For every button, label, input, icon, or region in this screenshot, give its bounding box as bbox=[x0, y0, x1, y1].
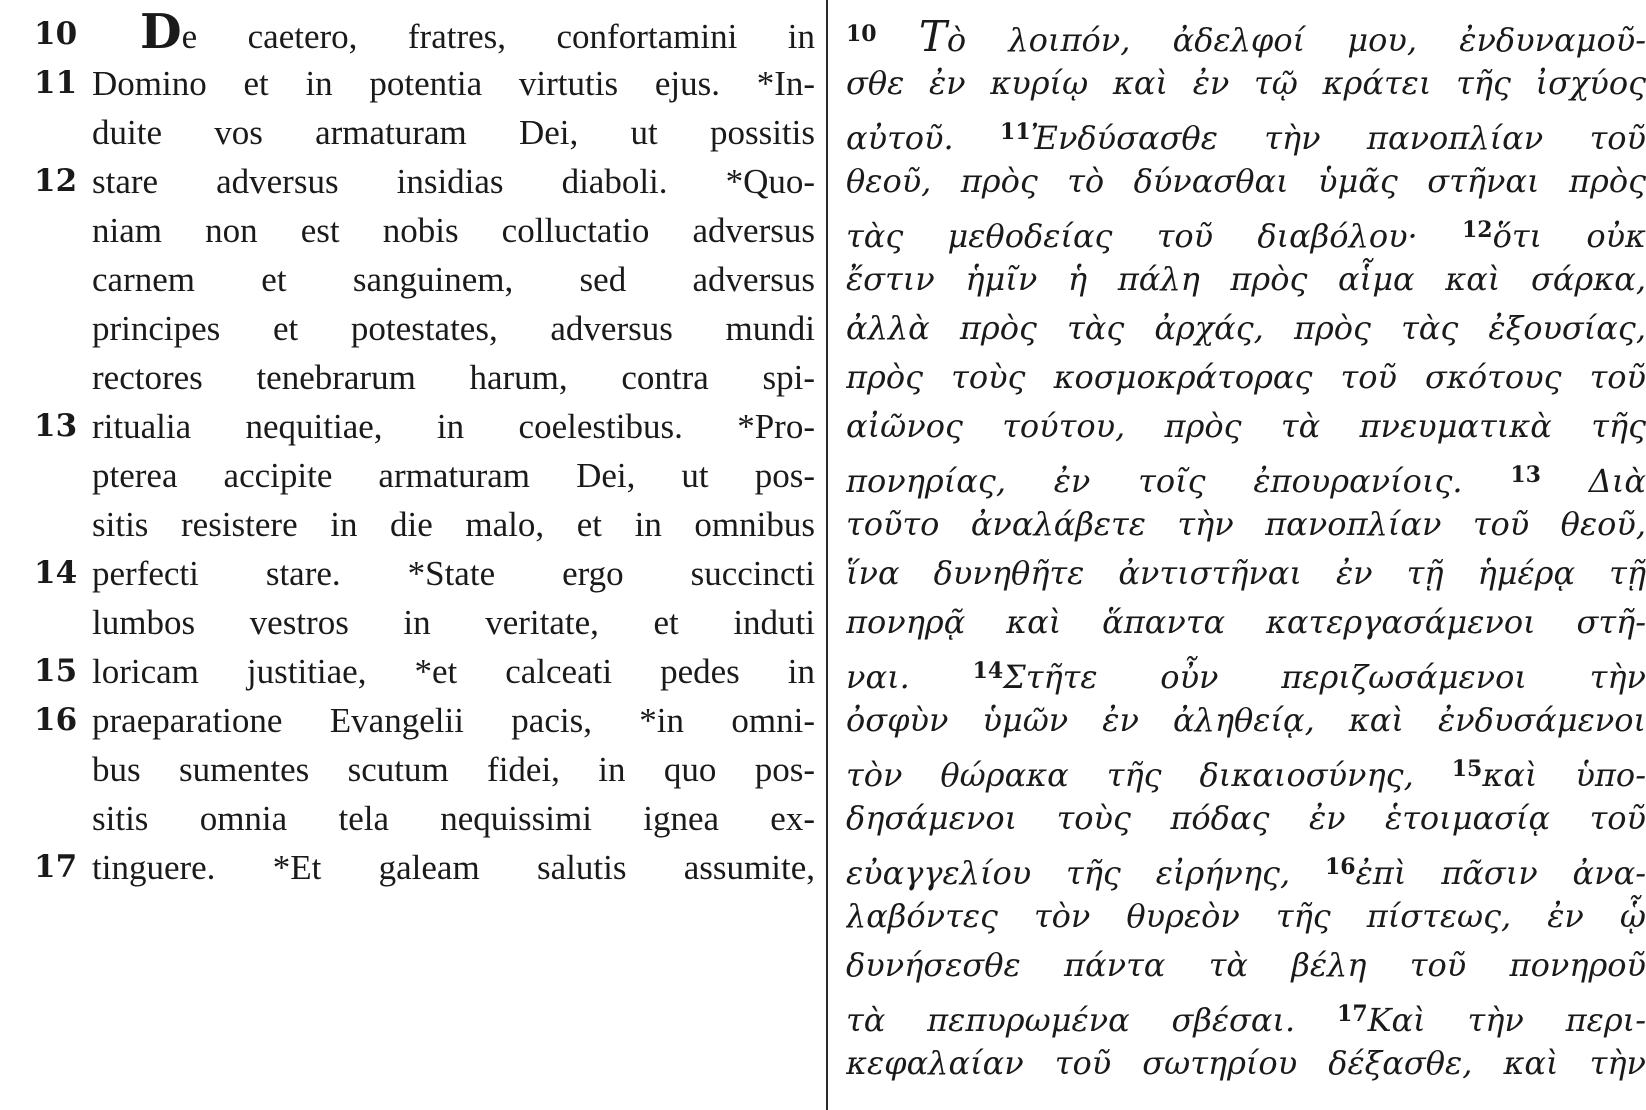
latin-line bbox=[0, 4, 815, 60]
greek-line-text: τοῦτο ἀναλάβετε τὴν πανοπλίαν τοῦ θεοῦ, bbox=[846, 505, 1646, 543]
greek-line bbox=[846, 745, 1646, 794]
latin-line bbox=[0, 157, 815, 206]
greek-line-text: πρὸς τοὺς κοσμοκράτορας τοῦ σκότους τοῦ bbox=[846, 358, 1646, 396]
verse-number: 12 bbox=[1461, 217, 1493, 243]
latin-line-text: bus sumentes scutum fidei, in quo pos- bbox=[92, 750, 815, 789]
latin-line-text: principes et potestates, adversus mundi bbox=[92, 309, 815, 348]
greek-line-text: εὐαγγελίου τῆς εἰρήνης, $^{16}$ἐπὶ πᾶσιν ἀνα- bbox=[846, 854, 1646, 892]
latin-line bbox=[0, 647, 815, 696]
latin-line-text: De caetero, fratres, confortamini in bbox=[140, 4, 815, 60]
latin-line-text: stare adversus insidias diaboli. *Quo- bbox=[92, 162, 815, 201]
greek-line bbox=[846, 843, 1646, 892]
column-divider bbox=[826, 0, 828, 1110]
latin-line-text: sitis resistere in die malo, et in omnibus bbox=[92, 505, 815, 544]
greek-line-text: αἰῶνος τούτου, πρὸς τὰ πνευματικὰ τῆς bbox=[846, 407, 1646, 445]
latin-line-text: loricam justitiae, *et calceati pedes in bbox=[92, 652, 815, 691]
verse-number: 15 bbox=[1451, 756, 1483, 782]
latin-line-text: duite vos armaturam Dei, ut possitis bbox=[92, 113, 815, 152]
latin-line-text: tinguere. *Et galeam salutis assumite, bbox=[92, 848, 815, 887]
latin-line bbox=[0, 843, 815, 892]
latin-line bbox=[0, 108, 815, 157]
verse-number: 13 bbox=[34, 408, 78, 444]
greek-line-text: ἵνα δυνηθῆτε ἀντιστῆναι ἐν τῇ ἡμέρᾳ τῇ bbox=[846, 554, 1646, 592]
latin-line-text: perfecti stare. *State ergo succincti bbox=[92, 554, 815, 593]
greek-line-text: ναι. $^{14}$Στῆτε οὖν περιζωσάμενοι τὴν bbox=[846, 658, 1646, 696]
latin-line-text: sitis omnia tela nequissimi ignea ex- bbox=[92, 799, 815, 838]
greek-line-text: ἀλλὰ πρὸς τὰς ἀρχάς, πρὸς τὰς ἐξουσίας, bbox=[846, 309, 1646, 347]
latin-column bbox=[0, 4, 815, 892]
latin-line bbox=[0, 255, 815, 304]
greek-line-text: $^{10}$ Τὸ λοιπόν, ἀδελφοί μου, ἐνδυναμοῦ- bbox=[846, 12, 1646, 61]
greek-line bbox=[846, 353, 1646, 402]
latin-line bbox=[0, 206, 815, 255]
greek-line-text: λαβόντες τὸν θυρεὸν τῆς πίστεως, ἐν ᾧ bbox=[846, 897, 1646, 935]
initial-letter: Τ bbox=[918, 12, 947, 61]
verse-number: 11 bbox=[1000, 119, 1031, 145]
greek-line bbox=[846, 255, 1646, 304]
greek-line-text: αὐτοῦ. $^{11}$Ἐνδύσασθε τὴν πανοπλίαν τοῦ bbox=[846, 119, 1646, 157]
greek-line bbox=[846, 549, 1646, 598]
verse-number: 10 bbox=[846, 21, 877, 47]
latin-line bbox=[0, 696, 815, 745]
verse-number: 14 bbox=[34, 555, 78, 591]
greek-line bbox=[846, 108, 1646, 157]
greek-line bbox=[846, 647, 1646, 696]
greek-line bbox=[846, 59, 1646, 108]
greek-line bbox=[846, 941, 1646, 990]
verse-number: 11 bbox=[34, 65, 78, 101]
latin-line bbox=[0, 598, 815, 647]
latin-line-text: praeparatione Evangelii pacis, *in omni- bbox=[92, 701, 815, 740]
greek-line bbox=[846, 304, 1646, 353]
greek-line-text: τὰς μεθοδείας τοῦ διαβόλου· $^{12}$ὅτι οὐκ bbox=[846, 217, 1646, 255]
latin-line-text: rectores tenebrarum harum, contra spi- bbox=[92, 358, 815, 397]
greek-line-text: τὰ πεπυρωμένα σβέσαι. $^{17}$Καὶ τὴν περι- bbox=[846, 1001, 1646, 1039]
latin-line bbox=[0, 549, 815, 598]
greek-line bbox=[846, 794, 1646, 843]
verse-number: 14 bbox=[972, 658, 1004, 684]
greek-line bbox=[846, 402, 1646, 451]
latin-line bbox=[0, 451, 815, 500]
greek-line bbox=[846, 598, 1646, 647]
greek-line bbox=[846, 696, 1646, 745]
latin-line-text: Domino et in potentia virtutis ejus. *In- bbox=[92, 64, 815, 103]
verse-number: 13 bbox=[1510, 462, 1541, 488]
verse-number: 17 bbox=[34, 849, 78, 885]
greek-line-text: τὸν θώρακα τῆς δικαιοσύνης, $^{15}$καὶ ὑπο- bbox=[846, 756, 1646, 794]
latin-line-text: carnem et sanguinem, sed adversus bbox=[92, 260, 815, 299]
greek-line bbox=[846, 10, 1646, 59]
latin-line bbox=[0, 402, 815, 451]
greek-line-text: δυνήσεσθε πάντα τὰ βέλη τοῦ πονηροῦ bbox=[846, 946, 1646, 984]
latin-line-text: niam non est nobis colluctatio adversus bbox=[92, 211, 815, 250]
verse-number: 10 bbox=[34, 16, 78, 52]
verse-number: 16 bbox=[34, 702, 78, 738]
greek-line bbox=[846, 451, 1646, 500]
latin-line bbox=[0, 500, 815, 549]
greek-line bbox=[846, 1039, 1646, 1088]
latin-line-text: ritualia nequitiae, in coelestibus. *Pro- bbox=[92, 407, 815, 446]
drop-cap: D bbox=[140, 4, 182, 60]
greek-line bbox=[846, 206, 1646, 255]
latin-line bbox=[0, 794, 815, 843]
greek-line bbox=[846, 990, 1646, 1039]
latin-line bbox=[0, 304, 815, 353]
greek-line bbox=[846, 500, 1646, 549]
greek-line-text: δησάμενοι τοὺς πόδας ἐν ἑτοιμασίᾳ τοῦ bbox=[846, 799, 1646, 837]
latin-line-text: lumbos vestros in veritate, et induti bbox=[92, 603, 815, 642]
greek-line-text: κεφαλαίαν τοῦ σωτηρίου δέξασθε, καὶ τὴν bbox=[846, 1044, 1646, 1082]
latin-line-text: pterea accipite armaturam Dei, ut pos- bbox=[92, 456, 815, 495]
verse-number: 16 bbox=[1324, 854, 1356, 880]
greek-line-text: ἔστιν ἡμῖν ἡ πάλη πρὸς αἷμα καὶ σάρκα, bbox=[846, 260, 1646, 298]
latin-line bbox=[0, 353, 815, 402]
greek-line-text: πονηρᾷ καὶ ἅπαντα κατεργασάμενοι στῆ- bbox=[846, 603, 1646, 641]
greek-line bbox=[846, 157, 1646, 206]
verse-number: 15 bbox=[34, 653, 78, 689]
greek-line-text: ὀσφὺν ὑμῶν ἐν ἀληθείᾳ, καὶ ἐνδυσάμενοι bbox=[846, 701, 1646, 739]
greek-line-text: θεοῦ, πρὸς τὸ δύνασθαι ὑμᾶς στῆναι πρὸς bbox=[846, 162, 1646, 200]
greek-line bbox=[846, 892, 1646, 941]
latin-line bbox=[0, 745, 815, 794]
verse-number: 12 bbox=[34, 163, 78, 199]
greek-column bbox=[846, 10, 1646, 1088]
greek-line-text: σθε ἐν κυρίῳ καὶ ἐν τῷ κράτει τῆς ἰσχύος bbox=[846, 64, 1646, 102]
greek-line-text: πονηρίας, ἐν τοῖς ἐπουρανίοις. $^{13}$ Διὰ bbox=[846, 462, 1646, 500]
latin-line bbox=[0, 59, 815, 108]
verse-number: 17 bbox=[1337, 1001, 1368, 1027]
